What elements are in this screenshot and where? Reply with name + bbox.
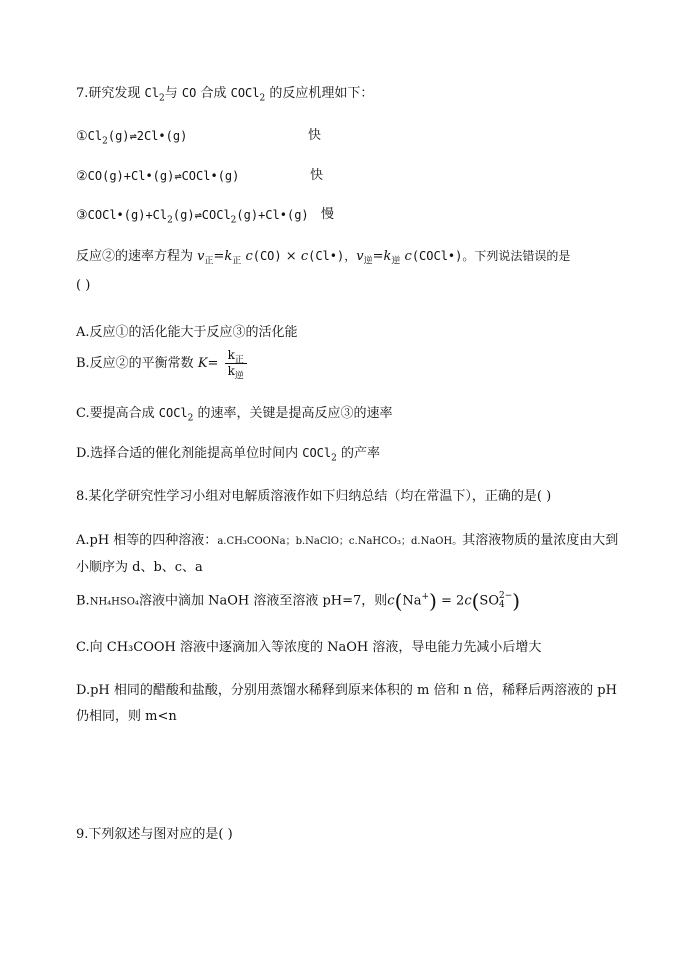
q8-option-c: C.向 CH₃COOH 溶液中逐滴加入等浓度的 NaOH 溶液，导电能力先减小后增大	[76, 640, 542, 655]
q7-option-b: B.反应②的平衡常数 K= $\frac{k_正}{k_逆}$	[76, 346, 247, 382]
q7-stem: 7.研究发现 $Cl_2$与 CO 合成 COCl$_2$ 的反应机理如下：	[76, 86, 374, 104]
q8-option-a-line2: 小顺序为 d、b、c、a	[76, 560, 203, 575]
q7-answer-paren: ( )	[76, 278, 91, 293]
q7-rate-equation: 反应②的速率方程为 $v_正=k_正$ c(CO) × c(Cl•)，$v_逆=k_逆$ c(COCl•)。下列说法错误的是	[76, 249, 571, 267]
q8-stem: 8.某化学研究性学习小组对电解质溶液作如下归纳总结（均在常温下），正确的是( )	[76, 489, 552, 504]
q8-option-a-line1: A.pH 相等的四种溶液：a.CH₃COONa；b.NaClO；c.NaHCO₃；d.NaOH。其溶液物质的量浓度由大到	[76, 533, 619, 548]
rate-constant-fraction: $\frac{k_正}{k_逆}$	[225, 348, 247, 379]
q7-step-3: $③COCl•(g)+Cl_2(g)\rightleftharpoons COCl_2(g)+Cl•(g)$	[76, 208, 309, 226]
q7-step-3-speed: 慢	[321, 207, 335, 222]
q7-option-a: A.反应①的活化能大于反应③的活化能	[76, 325, 298, 340]
q7-option-c: C.要提高合成 COCl$_2$ 的速率，关键是提高反应③的速率	[76, 406, 393, 424]
q9-stem: 9.下列叙述与图对应的是( )	[76, 827, 233, 842]
q7-step-2-speed: 快	[310, 168, 324, 183]
q7-step-1: $①Cl_2(g)\rightleftharpoons 2Cl•(g)$	[76, 129, 188, 147]
q8-option-d-line1: D.pH 相同的醋酸和盐酸，分别用蒸馏水稀释到原来体积的 m 倍和 n 倍，稀释后两溶液的 pH	[76, 683, 617, 698]
q7-option-d: D.选择合适的催化剂能提高单位时间内 COCl$_2$ 的产率	[76, 446, 381, 464]
q8-option-d-line2: 仍相同，则 m<n	[76, 709, 177, 724]
q7-step-1-speed: 快	[308, 128, 322, 143]
q8-option-b: B.NH₄HSO₄溶液中滴加 NaOH 溶液至溶液 pH=7，则c(Na+) = 2c(SO 2− 4 )	[76, 589, 521, 613]
q7-step-2: ②CO(g)+Cl•(g)⇌COCl•(g)	[76, 169, 240, 184]
